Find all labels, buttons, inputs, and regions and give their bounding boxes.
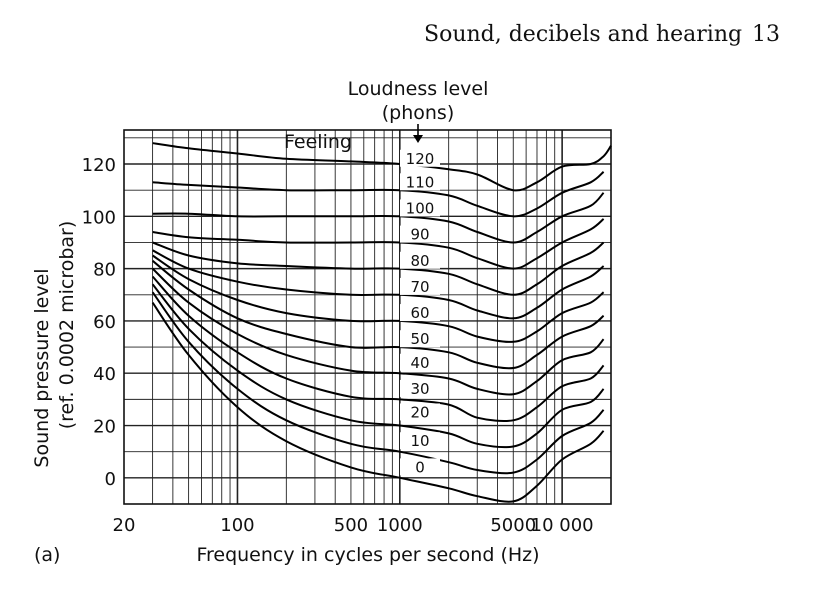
chart-title-unit: (phons) — [381, 102, 455, 124]
x-tick-label: 1000 — [376, 515, 423, 536]
page-number: 13 — [752, 22, 780, 47]
x-tick-label: 5000 — [490, 515, 537, 536]
x-tick-label: 500 — [333, 515, 369, 536]
y-axis-label-unit: (ref. 0.0002 microbar) — [56, 220, 78, 430]
y-axis-label: Sound pressure level — [31, 268, 53, 468]
x-tick-labels — [113, 515, 594, 536]
y-tick-label: 80 — [93, 259, 116, 281]
curve-label-20: 20 — [410, 403, 430, 422]
x-tick-label: 100 — [220, 515, 255, 536]
x-tick-label: 20 — [112, 515, 136, 536]
x-axis-label: Frequency in cycles per second (Hz) — [196, 544, 540, 566]
down-arrow-icon — [413, 124, 423, 143]
curve-label-90: 90 — [410, 225, 430, 244]
curve-label-10: 10 — [410, 432, 430, 451]
y-tick-label: 40 — [93, 364, 116, 386]
curve-100-phon — [153, 193, 604, 243]
curve-label-120: 120 — [405, 149, 435, 168]
curve-110-phon — [153, 172, 604, 217]
curve-label-50: 50 — [410, 330, 430, 349]
y-tick-label: 100 — [81, 207, 116, 229]
y-tick-label: 0 — [104, 468, 116, 490]
y-tick-labels — [82, 155, 116, 490]
curve-label-30: 30 — [410, 379, 430, 398]
curve-label-70: 70 — [410, 277, 430, 296]
curve-label-40: 40 — [410, 353, 430, 372]
arrow-head — [413, 135, 423, 143]
page-running-title: Sound, decibels and hearing — [424, 22, 743, 47]
curve-label-60: 60 — [410, 304, 430, 323]
x-tick-label: 10 000 — [530, 515, 594, 536]
curve-label-100: 100 — [405, 199, 435, 218]
y-tick-label: 20 — [93, 416, 116, 438]
curve-label-0: 0 — [415, 458, 425, 477]
chart-title: Loudness level — [347, 78, 489, 100]
feeling-annotation: Feeling — [284, 131, 352, 153]
y-tick-label: 60 — [93, 311, 116, 333]
curve-label-80: 80 — [410, 251, 430, 270]
y-tick-label: 120 — [81, 155, 116, 176]
panel-label: (a) — [34, 544, 61, 566]
curve-label-110: 110 — [405, 173, 435, 192]
